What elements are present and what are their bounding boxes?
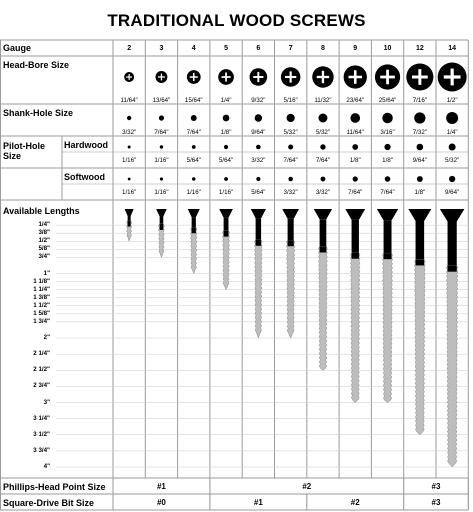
pilot-hardwood-size: 1/8" [349, 157, 361, 164]
length-label: 1/2" [38, 237, 50, 245]
head-bore-size: 1/2" [446, 97, 458, 104]
screw-shank [352, 220, 359, 253]
pilot-hardwood-size: 5/64" [186, 157, 201, 164]
screw-thread [350, 253, 360, 403]
length-label: 1 1/4" [33, 285, 50, 293]
screw-shank [128, 221, 131, 227]
screw-shank [192, 227, 196, 233]
shank-hole-size: 7/64" [154, 129, 169, 136]
pilot-hardwood-dot [160, 145, 163, 148]
shank-hole-dot [287, 114, 295, 122]
length-label: 1" [43, 269, 50, 277]
pilot-hardwood-dot [417, 144, 424, 151]
pilot-softwood-dot [353, 176, 358, 181]
gauge-number: 14 [448, 45, 457, 52]
head-bore-size: 1/4" [220, 97, 232, 104]
pilot-hardwood-size: 5/32" [445, 157, 460, 164]
length-label: 3 3/4" [33, 446, 50, 454]
length-label: 3 1/2" [33, 430, 50, 438]
pilot-softwood-size: 1/16" [218, 189, 234, 196]
pilot-softwood-size: 5/64" [251, 189, 266, 196]
shank-hole-dot [350, 113, 360, 123]
head-bore-size: 15/64" [184, 97, 203, 104]
chart-title: TRADITIONAL WOOD SCREWS [107, 11, 366, 30]
length-label: 1 1/8" [33, 277, 50, 285]
head-bore-size: 11/32" [314, 97, 332, 104]
pilot-softwood-dot [321, 177, 326, 182]
screw-head [314, 209, 332, 219]
pilot-hardwood-size: 5/64" [218, 157, 234, 164]
length-label: 1 1/2" [33, 301, 50, 309]
gauge-number: 3 [159, 45, 164, 52]
pilot-hardwood-size: 7/64" [283, 157, 298, 164]
length-label: 1 3/8" [33, 293, 50, 301]
pilot-softwood-dot [128, 178, 131, 181]
pilot-hardwood-dot [320, 144, 325, 149]
length-label: 4" [43, 463, 50, 470]
screw-shank [128, 216, 131, 221]
screw-shank [320, 219, 327, 246]
gauge-number: 2 [127, 45, 132, 52]
gauge-number: 10 [383, 45, 392, 52]
phillips-cross-icon [290, 71, 292, 82]
hardwood-label: Hardwood [64, 140, 108, 150]
phillips-cross-icon [386, 70, 389, 85]
square_drive-size: #0 [156, 498, 166, 507]
square_drive-size: #3 [431, 498, 441, 507]
length-label: 5/8" [38, 245, 50, 253]
pilot-hardwood-dot [192, 145, 196, 149]
screw-head [219, 209, 233, 218]
screw-shank [224, 231, 229, 237]
head-bore-size: 11/64" [120, 97, 138, 104]
shank-hole-label: Shank-Hole Size [3, 108, 74, 118]
phillips-cross-icon [451, 69, 454, 86]
gauge-number: 6 [256, 45, 261, 52]
pilot-softwood-dot [160, 177, 163, 180]
pilot-softwood-size: 9/64" [445, 189, 460, 196]
shank-hole-dot [318, 114, 327, 123]
head-bore-size: 9/32" [251, 97, 266, 104]
head-bore-size: 23/64" [346, 97, 365, 104]
pilot-softwood-size: 1/16" [154, 189, 169, 196]
length-label: 3 1/4" [33, 414, 50, 422]
pilot-softwood-dot [224, 177, 228, 181]
phillips-cross-icon [257, 72, 259, 82]
gauge-label: Gauge [3, 43, 32, 53]
screw-shank [288, 240, 294, 246]
length-label: 3/4" [38, 253, 50, 261]
square_drive-size: #1 [253, 498, 263, 507]
screw-shank [416, 221, 425, 259]
screw-shank [192, 217, 196, 227]
screw-shank [288, 219, 294, 240]
pilot-softwood-size: 1/16" [186, 189, 201, 196]
screw-thread [287, 240, 295, 338]
gauge-number: 8 [320, 45, 325, 52]
screw-head [251, 209, 266, 218]
phillips-cross-icon [418, 69, 421, 85]
phillips-size: #1 [156, 482, 166, 491]
pilot-hardwood-size: 1/16" [154, 157, 169, 164]
shank-hole-dot [159, 115, 164, 120]
pilot-softwood-size: 1/16" [122, 189, 137, 196]
screw-shank [224, 218, 229, 231]
length-label: 2 1/2" [33, 366, 50, 374]
shank-hole-size: 5/32" [283, 129, 298, 136]
screw-head [377, 209, 398, 220]
gauge-number: 9 [353, 45, 358, 52]
screw-shank [256, 218, 261, 240]
phillips-cross-icon [193, 73, 195, 81]
phillips-size: #3 [431, 482, 441, 491]
screw-shank [384, 220, 392, 253]
pilot-hardwood-size: 9/64" [412, 157, 427, 164]
length-label: 2 3/4" [33, 382, 50, 390]
screw-head [188, 209, 200, 217]
phillips-size: #2 [302, 482, 312, 491]
screw-thread [414, 259, 425, 434]
screw-head [408, 209, 431, 221]
pilot-hardwood-dot [449, 144, 456, 151]
shank-hole-size: 11/64" [346, 129, 364, 136]
pilot-hardwood-dot [224, 145, 228, 149]
phillips-cross-icon [354, 70, 357, 84]
screw-head [345, 209, 365, 220]
pilot-hole-label: Pilot-Hole Size [3, 141, 45, 161]
screw-head [282, 209, 299, 219]
head-bore-label: Head-Bore Size [3, 60, 70, 70]
pilot-softwood-size: 3/32" [283, 189, 298, 196]
pilot-softwood-dot [385, 176, 391, 182]
pilot-hardwood-dot [128, 146, 131, 149]
length-label: 2 1/4" [33, 350, 50, 358]
screw-thread [255, 240, 263, 338]
shank-hole-size: 9/64" [251, 129, 266, 136]
softwood-label: Softwood [64, 172, 105, 182]
pilot-hardwood-dot [352, 144, 358, 150]
square_drive-size: #2 [350, 498, 360, 507]
shank-hole-size: 7/64" [186, 129, 201, 136]
shank-hole-dot [223, 115, 230, 122]
screw-thread [446, 266, 457, 467]
available-lengths-label: Available Lengths [3, 206, 80, 216]
phillips-cross-icon [322, 71, 324, 83]
screw-thread [382, 253, 392, 402]
screw-shank [416, 259, 425, 265]
screw-thread [223, 231, 230, 290]
square-drive-label: Square-Drive Bit Size [3, 498, 95, 508]
shank-hole-size: 1/4" [446, 129, 458, 136]
pilot-softwood-dot [449, 176, 455, 182]
pilot-softwood-dot [256, 177, 260, 181]
screw-shank [256, 240, 261, 246]
gauge-number: 12 [415, 45, 424, 52]
shank-hole-dot [255, 114, 262, 121]
phillips-cross-icon [161, 74, 162, 81]
gauge-number: 4 [191, 45, 196, 52]
screw-thread [191, 227, 197, 273]
screw-head [156, 209, 167, 217]
shank-hole-size: 1/8" [220, 129, 232, 136]
pilot-hardwood-dot [256, 145, 261, 150]
pilot-softwood-dot [288, 177, 293, 182]
screw-shank [320, 246, 327, 252]
shank-hole-dot [127, 116, 131, 120]
screw-shank [352, 253, 359, 259]
pilot-softwood-dot [192, 177, 195, 180]
phillips-cross-icon [129, 74, 130, 80]
pilot-softwood-size: 1/8" [414, 189, 426, 196]
gauge-number: 5 [224, 45, 228, 52]
screw-shank [448, 222, 457, 266]
shank-hole-dot [446, 112, 458, 124]
pilot-hardwood-size: 1/16" [122, 157, 137, 164]
shank-hole-dot [191, 115, 197, 121]
head-bore-size: 13/64" [152, 97, 171, 104]
head-bore-size: 7/16" [412, 97, 427, 104]
pilot-hardwood-size: 3/32" [251, 157, 266, 164]
pilot-softwood-size: 7/64" [348, 189, 363, 196]
shank-hole-size: 5/32" [315, 129, 331, 136]
pilot-hardwood-dot [384, 144, 390, 150]
pilot-hardwood-size: 1/8" [382, 157, 393, 164]
pilot-hardwood-size: 7/64" [315, 157, 331, 164]
screw-head [440, 209, 465, 222]
length-label: 2" [43, 334, 50, 341]
head-bore-size: 25/64" [378, 97, 397, 104]
pilot-softwood-dot [417, 176, 423, 182]
shank-hole-dot [414, 112, 425, 123]
screw-shank [160, 224, 164, 230]
shank-hole-dot [382, 113, 392, 123]
screw-thread [318, 246, 327, 370]
phillips-cross-icon [225, 72, 227, 81]
screw-head [125, 209, 134, 216]
length-label: 1/4" [38, 221, 50, 229]
head-bore-size: 5/16" [283, 97, 298, 104]
screw-shank [448, 266, 457, 272]
gauge-number: 7 [288, 45, 293, 52]
phillips-label: Phillips-Head Point Size [3, 482, 106, 492]
pilot-hardwood-dot [288, 145, 293, 150]
length-label: 3/8" [38, 229, 50, 237]
length-label: 1 3/4" [33, 317, 50, 325]
shank-hole-size: 3/16" [380, 129, 395, 136]
screw-shank [384, 253, 392, 259]
pilot-softwood-size: 3/32" [315, 189, 331, 196]
length-label: 3" [43, 398, 50, 406]
shank-hole-size: 7/32" [412, 129, 427, 136]
screw-shank [160, 217, 164, 224]
pilot-softwood-size: 7/64" [380, 189, 395, 196]
length-label: 1 5/8" [33, 309, 50, 317]
shank-hole-size: 3/32" [122, 129, 137, 136]
